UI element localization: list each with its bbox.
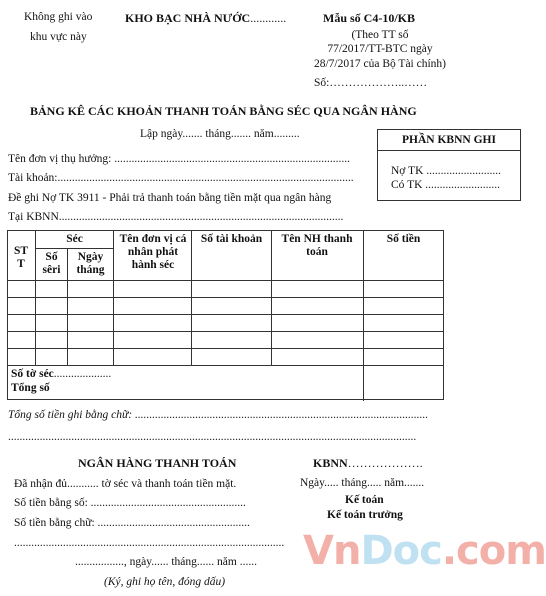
cheque-table [7,230,444,400]
legal-note-line1: (Theo TT số [351,29,409,41]
col-stt-header: ST T [13,245,29,270]
legal-note-line2: 77/2017/TT-BTC ngày [327,43,433,55]
no-write-note-line2: khu vực này [30,31,87,43]
chief-accountant-label: Kế toán trưởng [327,509,403,521]
debit-purpose-field: Đề ghi Nợ TK 3911 - Phải trả thanh toán bằng tiền mặt qua ngân hàng [8,192,332,204]
col-account-header: Số tài khoản [200,233,263,245]
beneficiary-field: Tên đơn vị thụ hưởng: .................................................................................. [8,153,350,165]
total-in-words-continued: .............................................................................................................................................. [8,431,417,443]
table-total-label: Tổng số [11,382,50,394]
accountant-label: Kế toán [345,494,384,506]
kbnn-heading: KBNN………………. [313,456,423,470]
created-date-line: Lập ngày....... tháng....... năm......... [140,128,300,140]
cheque-count: Số tờ séc.................... [11,368,112,380]
amount-number-line: Số tiền bằng số: ...................................................... [14,497,246,509]
site-watermark: VnDoc.com [303,528,546,574]
sign-note: (Ký, ghi họ tên, đóng dấu) [104,576,226,588]
kbnn-box-heading: PHẦN KBNN GHI [378,130,520,151]
form-title: BẢNG KÊ CÁC KHOẢN THANH TOÁN BẰNG SÉC QUA NGÂN HÀNG [30,104,417,118]
account-field: Tài khoản:....................................................................................................... [8,172,354,184]
bank-heading: NGÂN HÀNG THANH TOÁN [78,456,237,470]
treasury-title: KHO BẠC NHÀ NƯỚC............ [125,11,287,25]
at-kbnn-field: Tại KBNN................................................................................................... [8,211,344,223]
col-bank-header: Tên NH thanh toán [281,233,353,258]
credit-account: Có TK .......................... [391,179,501,191]
received-line: Đã nhận đủ........... tờ séc và thanh toán tiền mặt. [14,478,237,490]
debit-account: Nợ TK .......................... [391,165,502,177]
bank-date-line: ................., ngày...... tháng...... năm ...... [75,556,257,568]
total-in-words: Tổng số tiền ghi bằng chữ: ...................................................................................................... [8,409,429,421]
form-code: Mẫu số C4-10/KB [323,11,416,25]
legal-note-line3: 28/7/2017 của Bộ Tài chính) [313,58,446,70]
document-number: Số:………………..…… [314,77,428,89]
col-issuer-header: Tên đơn vị cá nhân phát hành séc [119,233,187,271]
no-write-note-line1: Không ghi vào [24,11,93,23]
col-serial-header: Số sêri [42,251,61,276]
col-date-header: Ngày tháng [76,251,105,276]
col-cheque-header: Séc [66,233,83,245]
col-amount-header: Số tiền [386,233,421,245]
bank-dots-line: .............................................................................................. [14,537,285,549]
kbnn-date-line: Ngày..... tháng..... năm....... [300,477,425,489]
kbnn-record-box [377,129,521,201]
amount-words-line: Số tiền bằng chữ: ..................................................... [14,517,250,529]
